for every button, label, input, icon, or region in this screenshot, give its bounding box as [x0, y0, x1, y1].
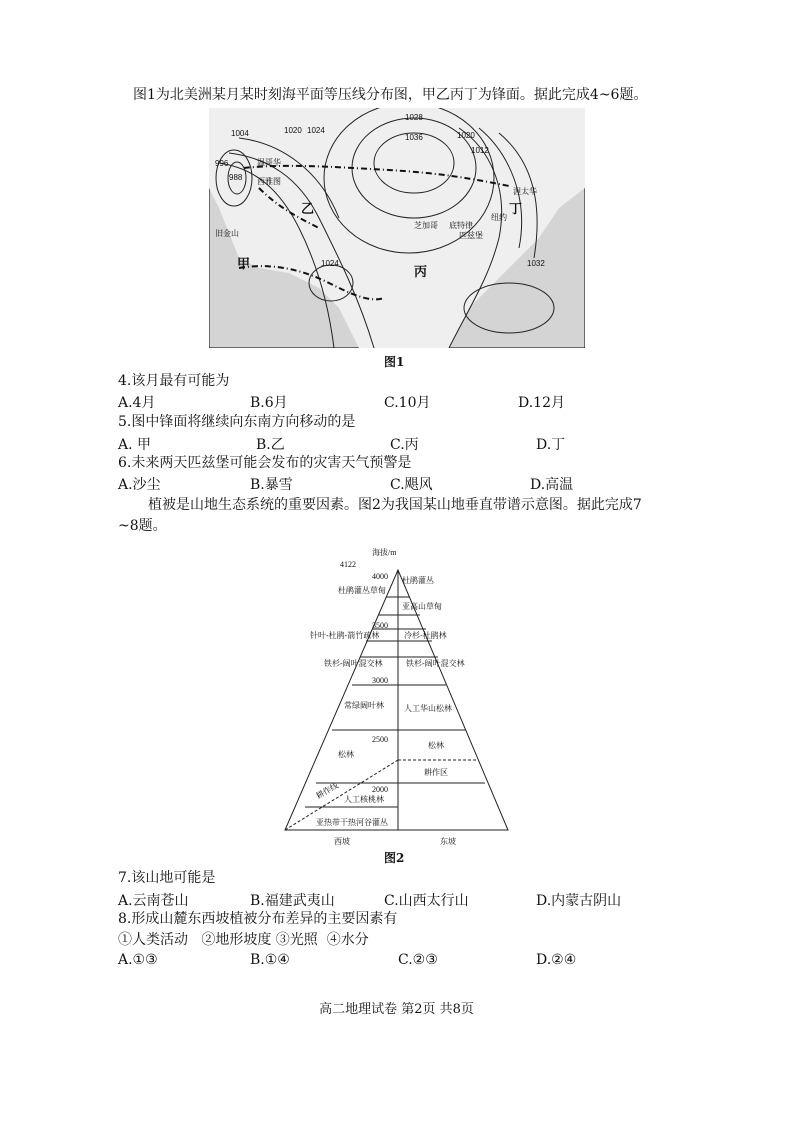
q8-option-d: D.②④ [536, 952, 577, 968]
place-label: 旧金山 [215, 229, 239, 238]
axis-label: 海拔/m [372, 548, 397, 557]
q8-factors: ①人类活动 ②地形坡度 ③光照 ④水分 [118, 932, 369, 948]
q5-option-a: A. 甲 [118, 437, 152, 453]
tick-label: 3500 [372, 621, 388, 630]
east-zone: 亚高山草甸 [402, 602, 442, 611]
front-label: 乙 [301, 201, 315, 216]
east-zone: 杜鹃灌丛 [402, 576, 434, 585]
q7-option-d: D.内蒙古阴山 [536, 893, 622, 909]
q5-option-c: C.丙 [390, 437, 419, 453]
place-label: 纽约 [491, 213, 507, 222]
q6-option-d: D.高温 [530, 477, 574, 493]
q8-option-a: A.①③ [118, 952, 158, 968]
q4-option-d: D.12月 [518, 395, 565, 411]
q7-option-a: A.云南苍山 [118, 893, 189, 909]
front-label: 丁 [509, 201, 523, 216]
west-zone: 人工核桃林 [344, 795, 384, 804]
fig1-caption: 图1 [384, 355, 405, 369]
east-zone: 冷杉-杜鹃林 [404, 631, 447, 640]
front-label: 丙 [414, 264, 428, 279]
east-zone: 人工华山松林 [404, 704, 452, 713]
fig2-caption: 图2 [384, 851, 405, 865]
isobar-label: 1004 [231, 129, 249, 138]
tick-label: 2500 [372, 735, 388, 744]
isobar-label: 1024 [321, 259, 339, 268]
intro-fig2-line1: 植被是山地生态系统的重要因素。图2为我国某山地垂直带谱示意图。据此完成7 [148, 497, 642, 513]
place-label: 西雅图 [257, 177, 281, 186]
isobar-label: 1020 [284, 126, 302, 135]
tick-label: 4122 [340, 560, 356, 569]
east-zone: 铁杉-阔叶混交林 [406, 659, 465, 668]
east-zone: 耕作区 [424, 768, 448, 777]
intro-fig2-line2: ~8题。 [118, 518, 167, 534]
isobar-label: 996 [215, 159, 229, 168]
q6-stem: 6.未来两天匹兹堡可能会发布的灾害天气预警是 [118, 455, 412, 471]
q6-option-c: C.飓风 [390, 477, 433, 493]
q4-stem: 4.该月最有可能为 [118, 373, 230, 389]
place-label: 芝加哥 [414, 221, 438, 230]
west-zone: 松林 [338, 750, 354, 759]
place-label: 渥太华 [513, 187, 537, 196]
q5-stem: 5.图中锋面将继续向东南方向移动的是 [118, 414, 356, 430]
q8-stem: 8.形成山麓东西坡植被分布差异的主要因素有 [118, 911, 398, 927]
east-zone: 松林 [428, 741, 444, 750]
q5-option-b: B.乙 [256, 437, 285, 453]
tick-label: 3000 [372, 676, 388, 685]
q6-option-b: B.暴雪 [250, 477, 293, 493]
west-slope-label: 西坡 [334, 837, 350, 846]
isobar-label: 1028 [405, 113, 423, 122]
q8-option-c: C.②③ [398, 952, 438, 968]
place-label: 匹兹堡 [459, 231, 483, 240]
page-footer: 高二地理试卷 第2页 共8页 [319, 1002, 474, 1017]
isobar-label: 1032 [527, 259, 545, 268]
west-zone: 亚热带干热河谷灌丛 [316, 818, 388, 827]
tilling-line-label: 耕作线 [314, 780, 340, 801]
isobar-map [209, 108, 585, 348]
isobar-label: 1020 [457, 131, 475, 140]
west-zone: 针叶-杜鹃-箭竹疏林 [310, 631, 380, 640]
place-label: 底特律 [449, 221, 473, 230]
q7-stem: 7.该山地可能是 [118, 870, 216, 886]
q5-option-d: D.丁 [536, 437, 566, 453]
tick-label: 2000 [372, 785, 388, 794]
vertical-zonation-diagram [280, 545, 520, 850]
q6-option-a: A.沙尘 [118, 477, 161, 493]
place-label: 温哥华 [257, 158, 281, 167]
east-slope-label: 东坡 [440, 837, 456, 846]
isobar-label: 1024 [307, 126, 325, 135]
q7-option-c: C.山西太行山 [384, 893, 469, 909]
intro-fig1: 图1为北美洲某月某时刻海平面等压线分布图，甲乙丙丁为锋面。据此完成4~6题。 [133, 87, 648, 103]
front-label: 甲 [237, 256, 251, 271]
q4-option-c: C.10月 [384, 395, 431, 411]
q4-option-a: A.4月 [118, 395, 156, 411]
tick-label: 4000 [372, 572, 388, 581]
isobar-label: 1012 [471, 146, 489, 155]
west-zone: 常绿阔叶林 [344, 701, 384, 710]
q4-option-b: B.6月 [250, 395, 288, 411]
west-zone: 杜鹃灌丛草甸 [338, 586, 386, 595]
west-zone: 铁杉-阔叶混交林 [324, 659, 383, 668]
isobar-label: 1036 [405, 133, 423, 142]
isobar-label: 988 [229, 173, 243, 182]
q8-option-b: B.①④ [250, 952, 290, 968]
q7-option-b: B.福建武夷山 [250, 893, 335, 909]
